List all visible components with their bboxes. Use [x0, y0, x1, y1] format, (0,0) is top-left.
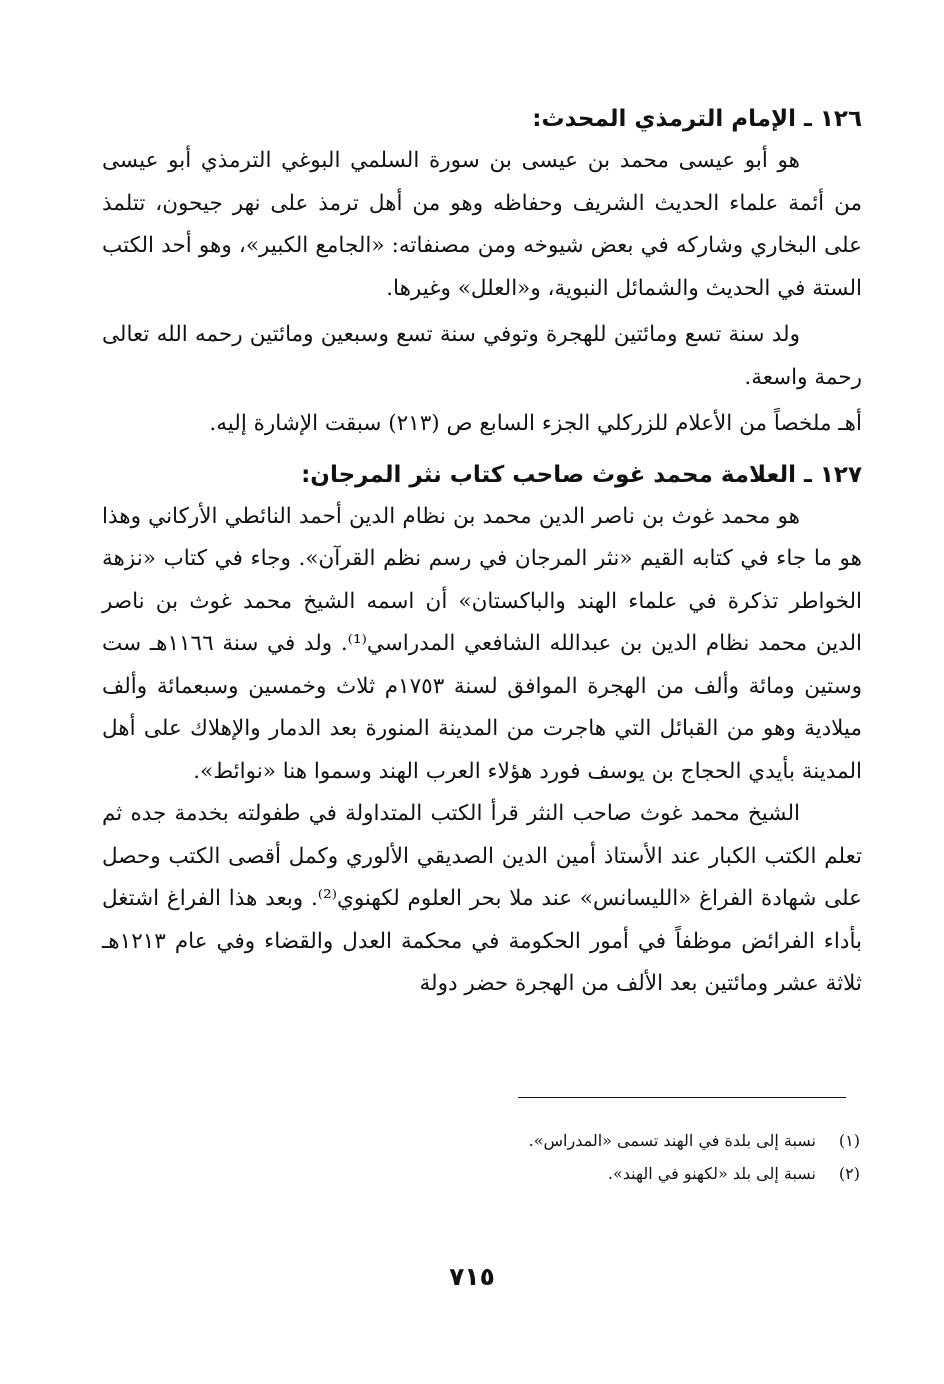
paragraph-ghawth-bio: هو محمد غوث بن ناصر الدين محمد بن نظام الدين أحمد النائطي الأركاني وهذا هو ما جاء في كتابه القيم «نثر المرجان في رسم نظم القرآن». وجاء في كتاب «نزهة الخواطر تذكرة في علماء الهند والباكستان» أن اسمه الشيخ محمد غوث بن ناصر الدين محمد نظام الدين بن عبدالله الشافعي المدراسي⁽¹⁾. ولد في سنة ١١٦٦هـ ست وستين ومائة وألف من الهجرة الموافق لسنة ١٧٥٣م ثلاث وخمسين وسبعمائة وألف ميلادية وهو من القبائل التي هاجرت من المدينة المنورة بعد الدمار والإهلاك على أهل المدينة بأيدي الحجاج بن يوسف فورد هؤلاء العرب الهند وسموا هنا «نوائط». [102, 503, 863, 784]
page-body [102, 100, 862, 1006]
footnote-divider [518, 1097, 846, 1098]
paragraph-ghawth-education: الشيخ محمد غوث صاحب النثر قرأ الكتب المتداولة في طفولته بخدمة جده ثم تعلم الكتب الكبار عند الأستاذ أمين الدين الصديقي الألوري وكمل أقصى الكتب وحصل على شهادة الفراغ «الليسانس» عند ملا بحر العلوم لكهنوي⁽²⁾. وبعد هذا الفراغ اشتغل بأداء الفرائض موظفاً في أمور الحكومة في محكمة العدل والقضاء وفي عام ١٢١٣هـ ثلاثة عشر ومائتين بعد الألف من الهجرة حضر دولة [102, 801, 862, 996]
footnotes [160, 1124, 860, 1190]
footnote-2-text: نسبة إلى بلد «لكهنو في الهند». [607, 1164, 816, 1183]
footnote-1-text: نسبة إلى بلدة في الهند تسمى «المدراس». [528, 1131, 816, 1150]
section-heading-127: ١٢٧ ـ العلامة محمد غوث صاحب كتاب نثر المرجان: [301, 461, 862, 488]
footnote-2-number: (٢) [838, 1164, 860, 1183]
section-heading-126: ١٢٦ ـ الإمام الترمذي المحدث: [532, 106, 862, 132]
paragraph-tirmidhi-bio: هو أبو عيسى محمد بن عيسى بن سورة السلمي البوغي الترمذي أبو عيسى من أئمة علماء الحديث الشريف وحفاظه وهو من أهل ترمذ على نهر جيحون، تتلمذ على البخاري وشاركه في بعض شيوخه ومن مصنفاته: «الجامع الكبير»، وهو أحد الكتب الستة في الحديث والشمائل النبوية، و«العلل» وغيرها. [102, 148, 862, 301]
footnote-2 [160, 1157, 860, 1190]
paragraph-tirmidhi-dates: ولد سنة تسع ومائتين للهجرة وتوفي سنة تسع وسبعين ومائتين رحمه الله تعالى رحمة واسعة. [102, 322, 862, 390]
footnote-1-number: (١) [838, 1131, 860, 1150]
footnote-1 [160, 1124, 860, 1157]
page-number: ٧١٥ [449, 1262, 495, 1291]
paragraph-tirmidhi-source: أهـ ملخصاً من الأعلام للزركلي الجزء السابع ص (٢١٣) سبقت الإشارة إليه. [209, 411, 862, 436]
